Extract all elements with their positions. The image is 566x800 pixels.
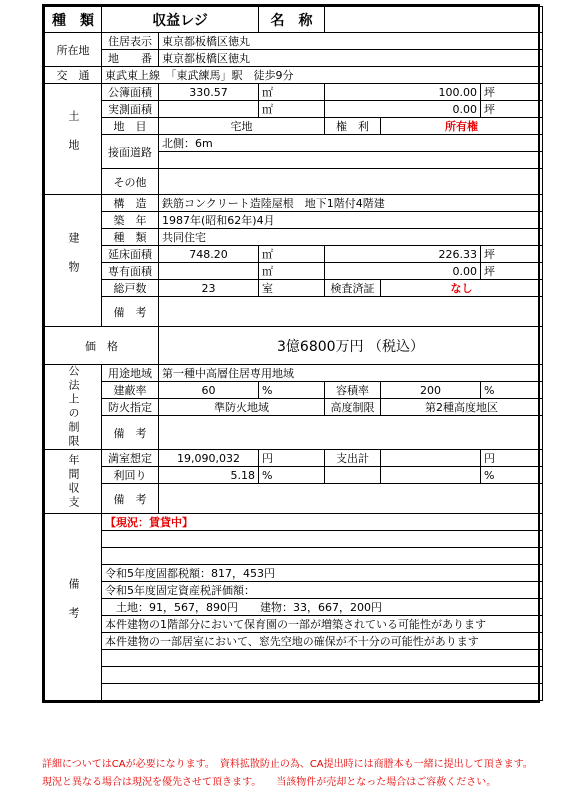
building-units-value: 23 bbox=[159, 280, 259, 297]
building-floor-area-sqm: 748.20 bbox=[159, 246, 259, 263]
kind-label: 種 類 bbox=[45, 7, 102, 33]
property-sheet bbox=[42, 4, 540, 703]
income-expense-label: 支出計 bbox=[325, 450, 381, 467]
land-road-label: 接面道路 bbox=[102, 135, 159, 169]
price-label: 価 格 bbox=[45, 327, 159, 365]
notes-line-10 bbox=[102, 667, 543, 684]
land-rights-value: 所有権 bbox=[381, 118, 543, 135]
notes-line-4: 令和5年度固都税額：817，453円 bbox=[102, 565, 543, 582]
building-floor-area-tsubo: 226.33 bbox=[325, 246, 481, 263]
building-units-label: 総戸数 bbox=[102, 280, 159, 297]
legal-fire-label: 防火指定 bbox=[102, 399, 159, 416]
land-public-area-sqm-unit: ㎡ bbox=[259, 84, 325, 101]
legal-coverage-unit: % bbox=[259, 382, 325, 399]
lot-value: 東京都板橋区徳丸 bbox=[159, 50, 543, 67]
lot-label: 地 番 bbox=[102, 50, 159, 67]
building-type-label: 種 類 bbox=[102, 229, 159, 246]
building-floor-area-sqm-unit: ㎡ bbox=[259, 246, 325, 263]
legal-far-value: 200 bbox=[381, 382, 481, 399]
income-yield-label: 利回り bbox=[102, 467, 159, 484]
land-measured-area-label: 実測面積 bbox=[102, 101, 159, 118]
legal-height-value: 第2種高度地区 bbox=[381, 399, 543, 416]
land-public-area-label: 公簿面積 bbox=[102, 84, 159, 101]
land-road-value: 北側：6m bbox=[159, 135, 543, 152]
income-remarks-value bbox=[159, 484, 543, 514]
legal-zone-label: 用途地域 bbox=[102, 365, 159, 382]
income-blank-b bbox=[381, 467, 481, 484]
income-remarks-label: 備 考 bbox=[102, 484, 159, 514]
legal-coverage-value: 60 bbox=[159, 382, 259, 399]
legal-fire-value: 準防火地域 bbox=[159, 399, 325, 416]
notes-line-11 bbox=[102, 684, 543, 701]
notes-line-6: 土地：91，567，890円 建物：33，667，200円 bbox=[102, 599, 543, 616]
land-other-value bbox=[159, 169, 543, 195]
income-full-value: 19,090,032 bbox=[159, 450, 259, 467]
income-yield-unit-2: % bbox=[481, 467, 543, 484]
land-measured-area-tsubo-unit: 坪 bbox=[481, 101, 543, 118]
location-label: 所在地 bbox=[45, 33, 102, 67]
legal-far-label: 容積率 bbox=[325, 382, 381, 399]
name-value bbox=[325, 7, 543, 33]
land-measured-area-tsubo: 0.00 bbox=[325, 101, 481, 118]
land-other-label: その他 bbox=[102, 169, 159, 195]
kind-value: 収益レジ bbox=[102, 7, 259, 33]
income-label: 年間収支 bbox=[45, 450, 102, 514]
income-full-unit: 円 bbox=[259, 450, 325, 467]
footer-line-2: 現況と異なる場合は現況を優先させて頂きます。 当該物件が売却となった場合はご容赦ください。 bbox=[42, 777, 497, 788]
building-structure-label: 構 造 bbox=[102, 195, 159, 212]
addr-label: 住居表示 bbox=[102, 33, 159, 50]
income-yield-value: 5.18 bbox=[159, 467, 259, 484]
notes-line-2 bbox=[102, 531, 543, 548]
building-floor-area-tsubo-unit: 坪 bbox=[481, 246, 543, 263]
legal-far-unit: % bbox=[481, 382, 543, 399]
property-table bbox=[44, 6, 543, 701]
building-private-area-label: 専有面積 bbox=[102, 263, 159, 280]
addr-value: 東京都板橋区徳丸 bbox=[159, 33, 543, 50]
land-public-area-tsubo: 100.00 bbox=[325, 84, 481, 101]
legal-remarks-label: 備 考 bbox=[102, 416, 159, 450]
land-measured-area-sqm-unit: ㎡ bbox=[259, 101, 325, 118]
land-road-blank bbox=[159, 152, 543, 169]
notes-label: 備考 bbox=[45, 514, 102, 701]
notes-line-5: 令和5年度固定資産税評価額： bbox=[102, 582, 543, 599]
land-category-value: 宅地 bbox=[159, 118, 325, 135]
building-private-area-sqm-unit: ㎡ bbox=[259, 263, 325, 280]
notes-line-9 bbox=[102, 650, 543, 667]
price-value: 3億6800万円 （税込） bbox=[159, 327, 543, 365]
building-private-area-tsubo: 0.00 bbox=[325, 263, 481, 280]
land-measured-area-sqm bbox=[159, 101, 259, 118]
building-inspection-label: 検査済証 bbox=[325, 280, 381, 297]
legal-coverage-label: 建蔽率 bbox=[102, 382, 159, 399]
land-label: 土地 bbox=[45, 84, 102, 195]
building-private-area-sqm bbox=[159, 263, 259, 280]
transport-label: 交 通 bbox=[45, 67, 102, 84]
building-structure-value: 鉄筋コンクリート造陸屋根 地下1階付4階建 bbox=[159, 195, 543, 212]
building-built-value: 1987年(昭和62年)4月 bbox=[159, 212, 543, 229]
income-blank-a bbox=[325, 467, 381, 484]
name-label: 名 称 bbox=[259, 7, 325, 33]
building-private-area-tsubo-unit: 坪 bbox=[481, 263, 543, 280]
legal-zone-value: 第一種中高層住居専用地域 bbox=[159, 365, 543, 382]
building-floor-area-label: 延床面積 bbox=[102, 246, 159, 263]
notes-line-1: 【現況：賃貸中】 bbox=[102, 514, 543, 531]
notes-line-8: 本件建物の一部居室において、窓先空地の確保が不十分の可能性があります bbox=[102, 633, 543, 650]
building-remarks-label: 備 考 bbox=[102, 297, 159, 327]
income-expense-value bbox=[381, 450, 481, 467]
notes-line-3 bbox=[102, 548, 543, 565]
building-label: 建物 bbox=[45, 195, 102, 327]
land-public-area-tsubo-unit: 坪 bbox=[481, 84, 543, 101]
footer-line-1: 詳細についてはCAが必要になります。 資料拡散防止の為、CA提出時には商謄本も一緒に提出して頂きます。 bbox=[42, 759, 533, 770]
building-remarks-value bbox=[159, 297, 543, 327]
legal-height-label: 高度制限 bbox=[325, 399, 381, 416]
building-type-value: 共同住宅 bbox=[159, 229, 543, 246]
notes-line-7: 本件建物の1階部分において保育園の一部が増築されている可能性があります bbox=[102, 616, 543, 633]
transport-value: 東武東上線 「東武練馬」駅 徒歩9分 bbox=[102, 67, 543, 84]
building-units-unit: 室 bbox=[259, 280, 325, 297]
legal-label: 公法上の制限 bbox=[45, 365, 102, 450]
income-full-label: 満室想定 bbox=[102, 450, 159, 467]
land-public-area-sqm: 330.57 bbox=[159, 84, 259, 101]
income-expense-unit: 円 bbox=[481, 450, 543, 467]
land-rights-label: 権 利 bbox=[325, 118, 381, 135]
legal-remarks-value bbox=[159, 416, 543, 450]
income-yield-unit: % bbox=[259, 467, 325, 484]
building-inspection-value: なし bbox=[381, 280, 543, 297]
land-category-label: 地 目 bbox=[102, 118, 159, 135]
building-built-label: 築 年 bbox=[102, 212, 159, 229]
